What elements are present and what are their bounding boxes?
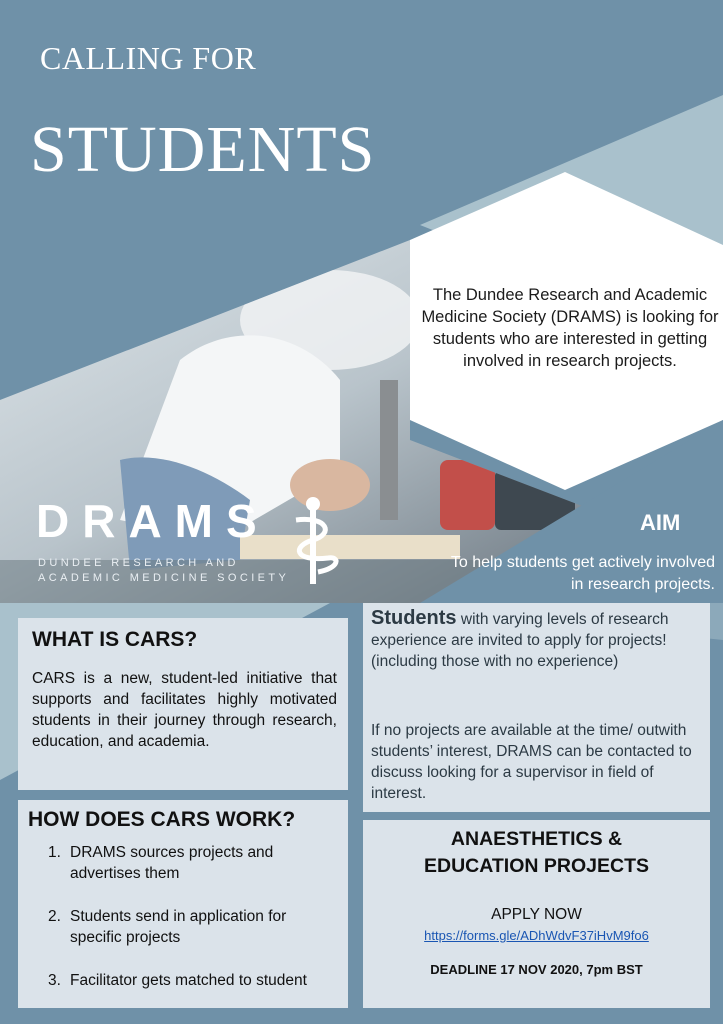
students-info-body: with varying levels of research experience are invited to apply for projects! (including those with no experience) (371, 611, 669, 670)
drams-logo-word: DRAMS (36, 495, 270, 547)
students-heading: STUDENTS (30, 113, 376, 186)
students-info-text-2: If no projects are available at the time/ outwith students’ interest, DRAMS can be contacted to discuss looking for a supervisor in field of interest. (371, 722, 692, 802)
deadline-text: DEADLINE 17 NOV 2020, 7pm BST (430, 962, 643, 977)
aim-text: To help students get actively involved in research projects. (450, 554, 715, 593)
list-item (48, 906, 340, 948)
students-info-text (371, 608, 703, 672)
list-item (48, 842, 340, 884)
step-text: Students send in application for specific projects (70, 908, 287, 946)
step-number: 1. (48, 844, 61, 861)
anaesthetics-heading-line2: EDUCATION PROJECTS (424, 855, 649, 877)
application-form-link[interactable]: https://forms.gle/ADhWdvF37iHvM9fo6 (424, 928, 649, 943)
logo-subtitle-line1: DUNDEE RESEARCH AND (38, 557, 239, 569)
intro-text: The Dundee Research and Academic Medicine Society (DRAMS) is looking for students who are interested in getting involved in research projects. (421, 286, 719, 370)
calling-for-heading: CALLING FOR (40, 40, 257, 76)
step-number: 3. (48, 972, 61, 989)
step-text: Facilitator gets matched to student (70, 972, 307, 989)
anaesthetics-heading (363, 826, 710, 880)
list-item (48, 970, 340, 991)
step-text: DRAMS sources projects and advertises them (70, 844, 274, 882)
what-is-cars-text: CARS is a new, student-led initiative that supports and facilitates highly motivated students in their journey through research, education, and academia. (32, 670, 337, 750)
steps-list (48, 842, 340, 1013)
drams-logo-subtitle (38, 556, 298, 586)
how-cars-works-heading: HOW DOES CARS WORK? (28, 808, 296, 831)
step-number: 2. (48, 908, 61, 925)
what-is-cars-heading: WHAT IS CARS? (32, 628, 198, 651)
apply-now-text: APPLY NOW (491, 906, 582, 923)
logo-subtitle-line2: ACADEMIC MEDICINE SOCIETY (38, 572, 290, 584)
students-lead: Students (371, 607, 457, 629)
aim-heading: AIM (640, 510, 681, 535)
anaesthetics-heading-line1: ANAESTHETICS & (450, 828, 623, 850)
